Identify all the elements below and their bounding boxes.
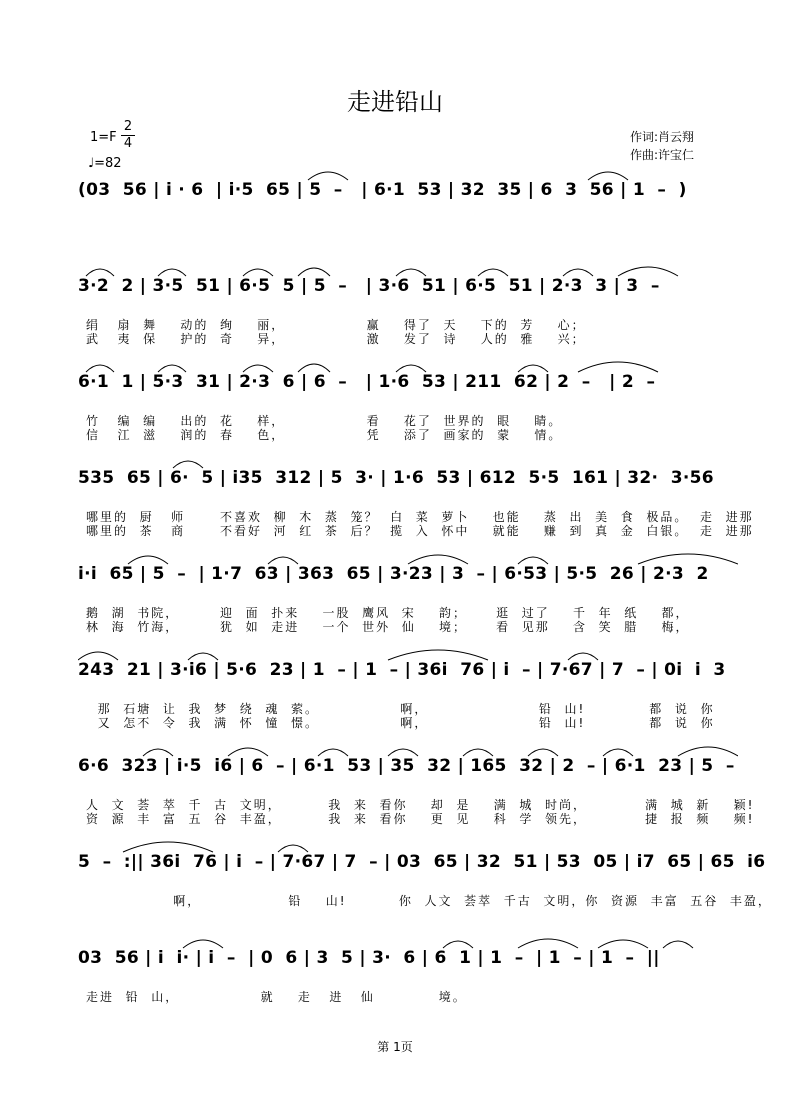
slur-marks <box>78 738 738 758</box>
page-number: 第 1页 <box>377 1040 413 1054</box>
lyric-verse-2: 信 江 滋 润的 春 色， 凭 添了 画家的 蒙 情。 <box>86 428 563 442</box>
key-signature: 1=F <box>90 130 117 145</box>
notes-line: 243 21 | 3·i6 | 5·6 23 | 1 – | 1 – | 36i 76 | i – | 7·67 | 7 – | 0i i 3 <box>78 660 726 680</box>
quarter-note-icon: ♩ <box>88 156 95 171</box>
lyric-verse-2: 资 源 丰 富 五 谷 丰盈， 我 来 看你 更 见 科 学 领先， 捷 报 频 频! <box>86 812 755 826</box>
time-numerator: 2 <box>123 119 133 134</box>
slur-marks <box>78 546 738 566</box>
slur-marks <box>78 258 738 278</box>
lyric-verse-2: 又 怎不 令 我 满 怀 憧 憬。 啊， 铅 山! 都 说 你 <box>86 716 715 730</box>
notes-line: i·i 65 | 5 – | 1·7 63 | 363 65 | 3·23 | 3 – | 6·53 | 5·5 26 | 2·3 2 <box>78 564 709 584</box>
time-signature <box>121 120 135 151</box>
lyric-verse-1: 走进 铅 山， 就 走 进 仙 境。 <box>86 990 467 1004</box>
lyric-verse-1: 哪里的 厨 师 不喜欢 柳 木 蒸 笼？ 白 菜 萝卜 也能 蒸 出 美 食 极品。 走 进那 <box>86 510 754 524</box>
notes-line: 6·6 323 | i·5 i6 | 6 – | 6·1 53 | 35 32 | 165 32 | 2 – | 6·1 23 | 5 – <box>78 756 735 776</box>
notes-line: 3·2 2 | 3·5 51 | 6·5 5 | 5 – | 3·6 51 | 6·5 51 | 2·3 3 | 3 – <box>78 276 660 296</box>
lyric-verse-2: 哪里的 茶 商 不看好 河 红 茶 后？ 揽 入 怀中 就能 赚 到 真 金 白银。 走 进那 <box>86 524 754 538</box>
tempo-value: =82 <box>94 156 122 171</box>
song-title: 走进铅山 <box>347 88 443 116</box>
lyric-verse-1: 竹 编 编 出的 花 样， 看 花了 世界的 眼 睛。 <box>86 414 563 428</box>
slur-marks <box>78 354 738 374</box>
lyric-verse-2: 林 海 竹海， 犹 如 走进 一个 世外 仙 境； 看 见那 含 笑 腊 梅， <box>86 620 690 634</box>
notes-line: 5 – :|| 36i 76 | i – | 7·67 | 7 – | 03 65 | 32 51 | 53 05 | i7 65 | 65 i6 <box>78 852 766 872</box>
notes-line: (03 56 | i · 6 | i·5 65 | 5 – | 6·1 53 | 32 35 | 6 3 56 | 1 – ) <box>78 180 687 200</box>
slur-marks <box>78 450 738 470</box>
slur-marks <box>78 930 738 950</box>
time-denominator: 4 <box>123 136 133 151</box>
lyric-verse-1: 人 文 荟 萃 千 古 文明， 我 来 看你 却 是 满 城 时尚， 满 城 新 颖! <box>86 798 755 812</box>
lyric-verse-1: 绢 扇 舞 动的 绚 丽， 赢 得了 天 下的 芳 心； <box>86 318 586 332</box>
lyric-verse-1: 那 石塘 让 我 梦 绕 魂 萦。 啊， 铅 山! 都 说 你 <box>86 702 715 716</box>
slur-marks <box>78 834 738 854</box>
credits <box>630 128 694 164</box>
slur-marks <box>78 642 738 662</box>
composer: 作曲:许宝仁 <box>630 148 695 162</box>
notes-line: 6·1 1 | 5·3 31 | 2·3 6 | 6 – | 1·6 53 | 211 62 | 2 – | 2 – <box>78 372 656 392</box>
lyric-verse-1: 鹅 湖 书院， 迎 面 扑来 一股 鹰风 宋 韵； 逛 过了 千 年 纸 都， <box>86 606 690 620</box>
lyric-verse-1: 啊， 铅 山! 你 人文 荟萃 千古 文明，你 资源 丰富 五谷 丰盈， <box>86 894 772 908</box>
lyric-verse-2: 武 夷 保 护的 奇 异， 激 发了 诗 人的 雅 兴； <box>86 332 586 346</box>
notes-line: 03 56 | i i· | i – | 0 6 | 3 5 | 3· 6 | 6 1 | 1 – | 1 – | 1 – || <box>78 948 660 968</box>
slur-marks <box>78 162 738 182</box>
lyricist: 作词:肖云翔 <box>630 130 695 144</box>
notes-line: 535 65 | 6· 5 | i35 312 | 5 3· | 1·6 53 | 612 5·5 161 | 32· 3·56 <box>78 468 714 488</box>
